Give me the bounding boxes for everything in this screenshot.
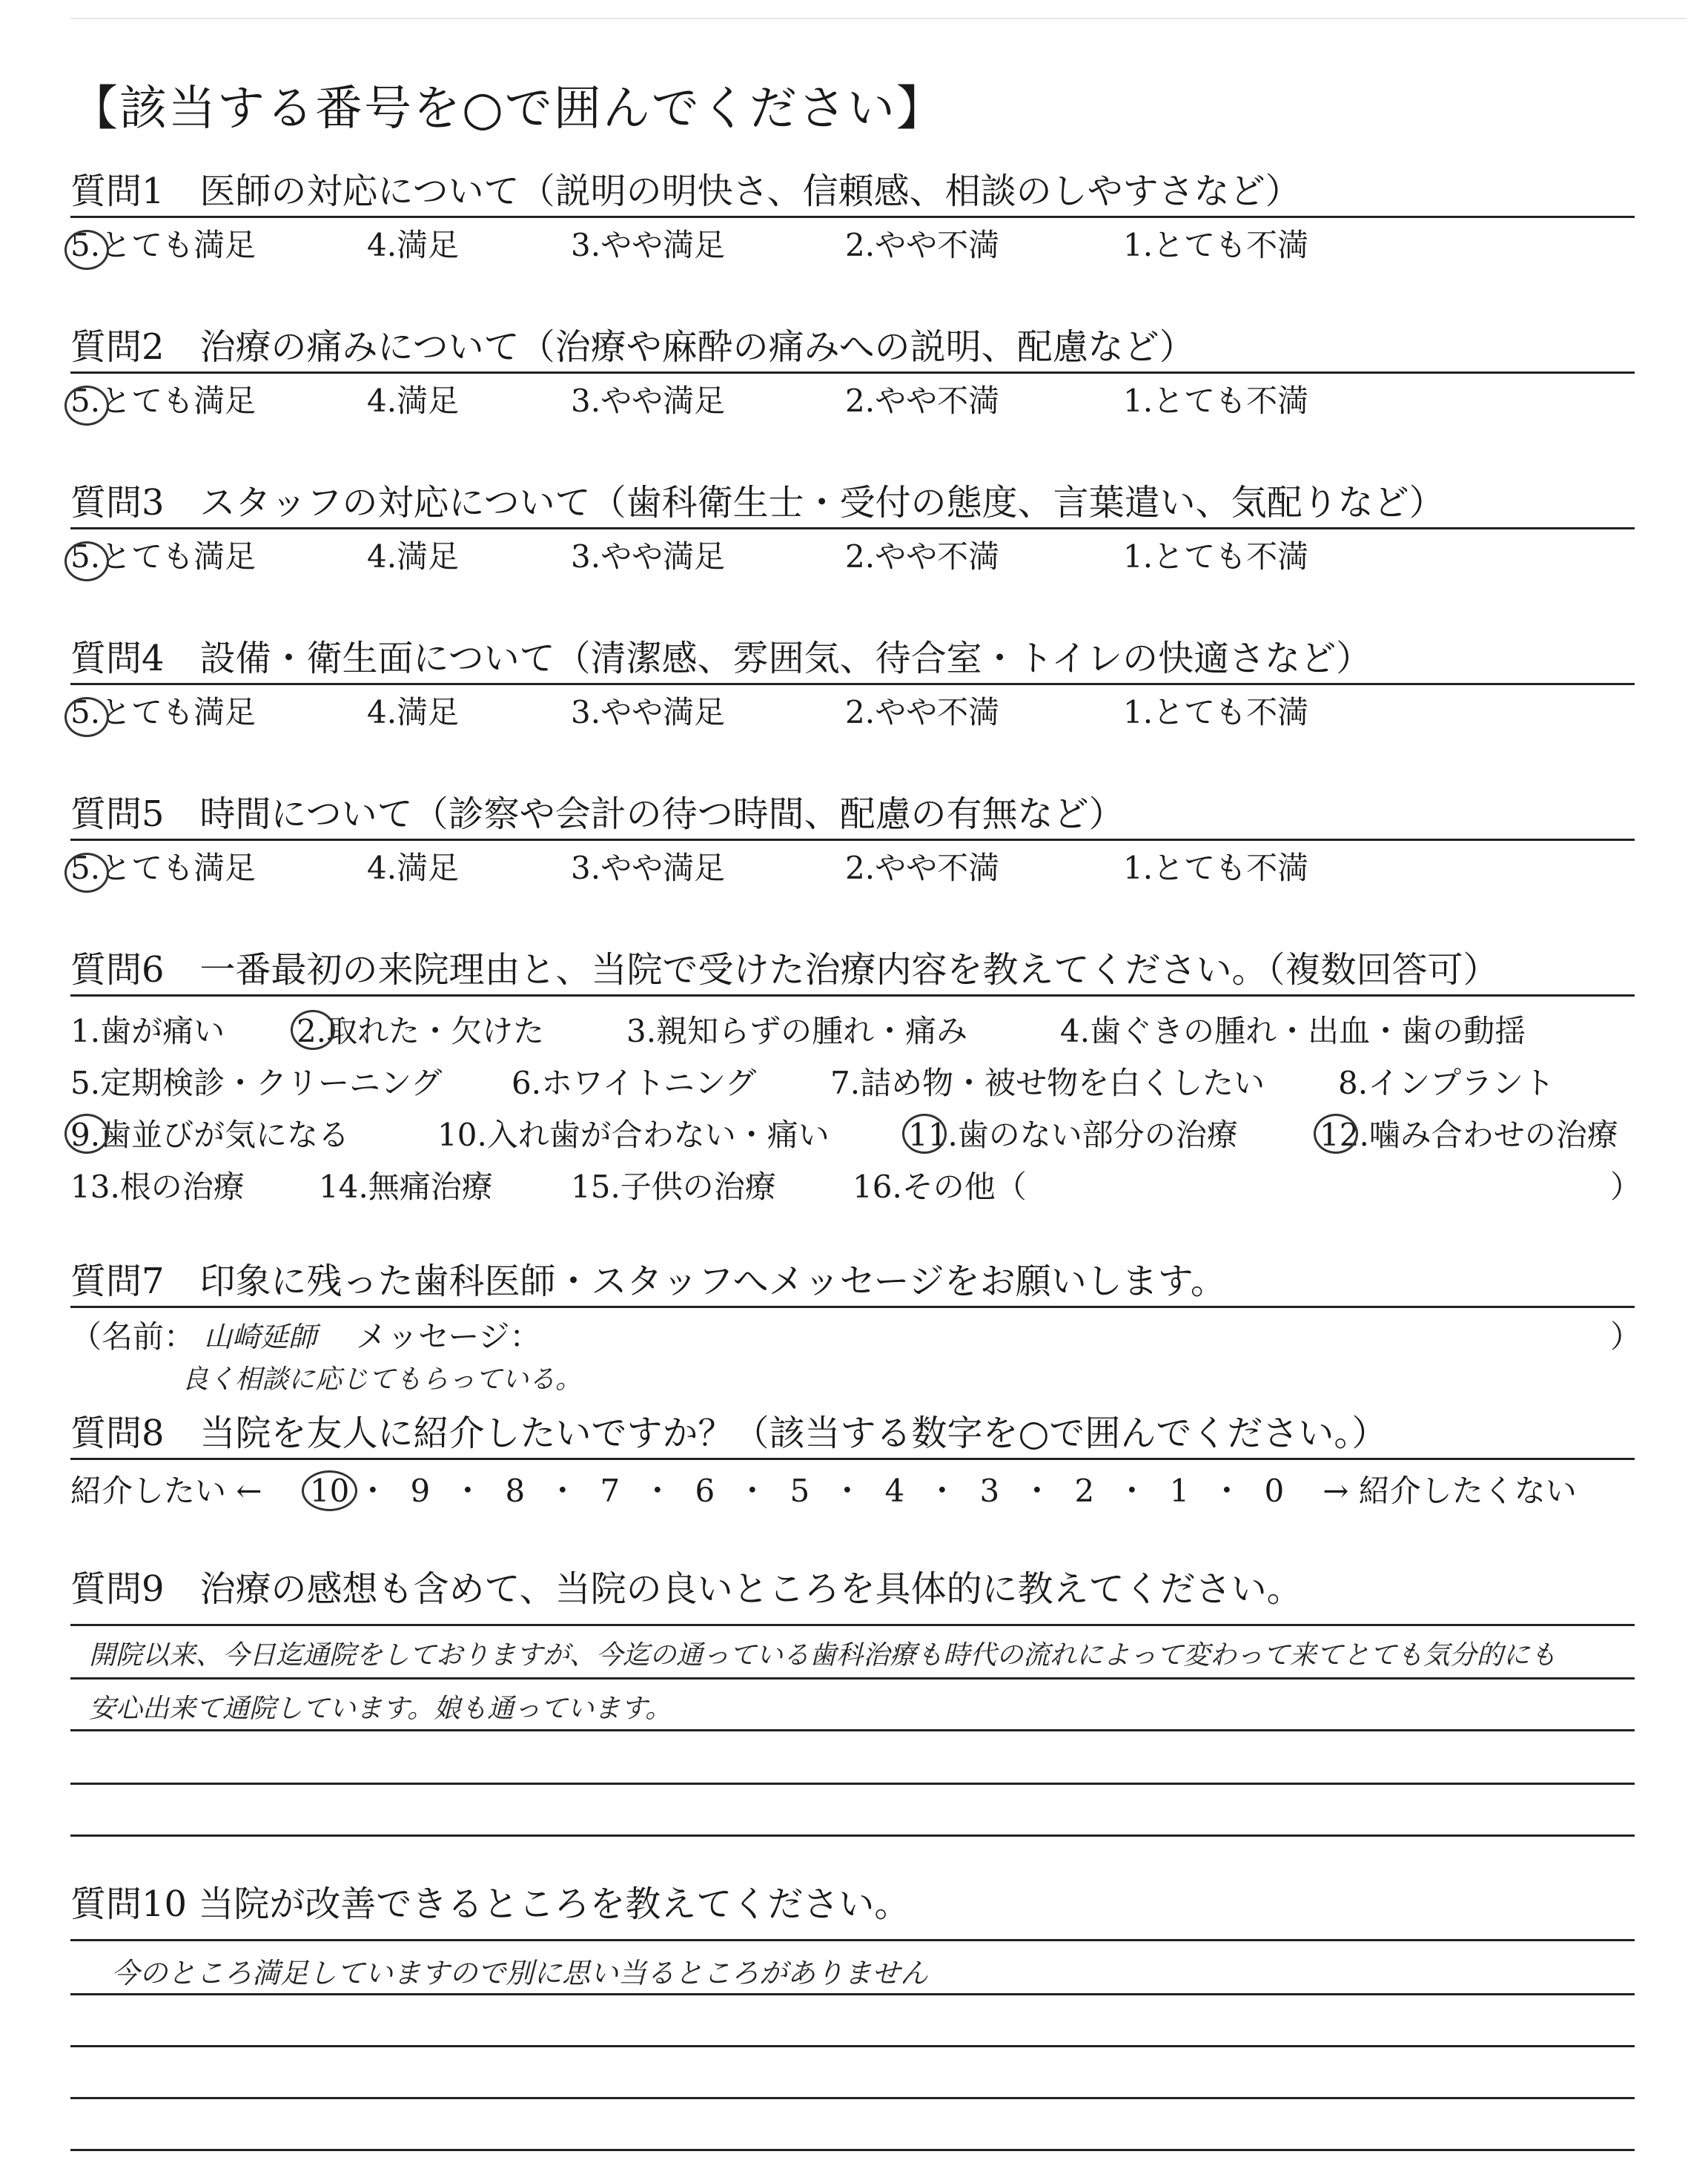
q7-close-paren: ） — [1610, 1318, 1642, 1355]
rating-number[interactable]: 1 — [1169, 1473, 1190, 1509]
question-3 — [70, 478, 1635, 574]
q6-option[interactable]: 1.歯が痛い — [70, 1013, 225, 1049]
scale-option[interactable]: 5.とても満足 — [70, 227, 256, 263]
form-header: 【該当する番号を○で囲んでください】 — [70, 82, 945, 136]
answer-line — [70, 1729, 1635, 1731]
separator-dot: ・ — [641, 1473, 673, 1509]
q6-option[interactable]: 3.親知らずの腫れ・痛み — [626, 1013, 968, 1049]
scale-options — [70, 841, 1635, 885]
answer-line — [70, 1834, 1635, 1837]
separator-dot: ・ — [1021, 1473, 1053, 1509]
scale-option[interactable]: 5.とても満足 — [70, 538, 256, 575]
rating-number[interactable]: 4 — [884, 1473, 905, 1509]
top-border — [70, 18, 1687, 19]
question-7 — [70, 1257, 1635, 1308]
q6-option[interactable]: 14.無痛治療 — [319, 1169, 493, 1205]
q6-option[interactable]: 15.子供の治療 — [571, 1169, 776, 1205]
scale-option[interactable]: 5.とても満足 — [70, 694, 256, 730]
q6-option[interactable]: 9.歯並びが気になる — [70, 1111, 349, 1155]
q6-option[interactable]: 6.ホワイトニング — [512, 1065, 757, 1101]
rating-number[interactable]: 10 — [302, 1470, 349, 1511]
scale-option[interactable]: 2.やや不満 — [845, 694, 1000, 730]
question-title: 質問10 当院が改善できるところを教えてください。 — [70, 1883, 910, 1925]
q6-option[interactable]: 10.入れ歯が合わない・痛い — [437, 1117, 830, 1153]
scale-option[interactable]: 3.やや満足 — [571, 383, 726, 419]
question-title: 質問6 一番最初の来院理由と、当院で受けた治療内容を教えてください。（複数回答可） — [70, 949, 1499, 991]
answer-line — [70, 1677, 1635, 1680]
question-8 — [70, 1409, 1635, 1460]
scale-option[interactable]: 5.とても満足 — [70, 383, 256, 419]
q8-left-label: 紹介したい ← — [70, 1473, 262, 1509]
q7-name-handwritten: 山崎延師 — [204, 1321, 317, 1353]
answer-line — [70, 2149, 1635, 2151]
rating-number[interactable]: 9 — [410, 1473, 431, 1509]
separator-dot: ・ — [926, 1473, 958, 1509]
question-2 — [70, 323, 1635, 418]
question-4 — [70, 634, 1635, 730]
rating-number[interactable]: 5 — [790, 1473, 810, 1509]
scale-option[interactable]: 1.とても不満 — [1123, 383, 1309, 419]
question-title: 質問9 治療の感想も含めて、当院の良いところを具体的に教えてください。 — [70, 1568, 1302, 1610]
separator-dot: ・ — [1116, 1473, 1148, 1509]
q6-option[interactable]: 5.定期検診・クリーニング — [70, 1065, 443, 1101]
q7-message-handwritten: 良く相談に応じてもらっている。 — [182, 1364, 583, 1395]
scale-option[interactable]: 3.やや満足 — [571, 538, 726, 575]
q10-answer: 今のところ満足していますので別に思い当るところがありません — [111, 1957, 929, 1989]
scale-option[interactable]: 5.とても満足 — [70, 850, 256, 886]
question-title: 質問4 設備・衛生面について（清潔感、雰囲気、待合室・トイレの快適さなど） — [70, 638, 1372, 679]
answer-line — [70, 1624, 1635, 1626]
rating-number[interactable]: 7 — [600, 1473, 620, 1509]
q8-right-label: → 紹介したくない — [1323, 1473, 1577, 1509]
scale-option[interactable]: 1.とても不満 — [1123, 850, 1309, 886]
separator-dot: ・ — [451, 1473, 483, 1509]
scale-option[interactable]: 1.とても不満 — [1123, 694, 1309, 730]
question-title: 質問1 医師の対応について（説明の明快さ、信頼感、相談のしやすさなど） — [70, 171, 1301, 212]
separator-dot: ・ — [831, 1473, 863, 1509]
scale-option[interactable]: 2.やや不満 — [845, 227, 1000, 263]
rating-number[interactable]: 2 — [1074, 1473, 1095, 1509]
q9-answer-line2: 安心出来て通院しています。娘も通っています。 — [89, 1694, 672, 1724]
q6-option[interactable]: 8.インプラント — [1338, 1065, 1555, 1101]
answer-line — [70, 2097, 1635, 2099]
scale-option[interactable]: 4.満足 — [367, 227, 460, 263]
q8-rating-row — [70, 1467, 1577, 1511]
scale-options — [70, 529, 1635, 574]
q6-option[interactable]: 16.その他（ — [853, 1169, 1027, 1205]
scale-option[interactable]: 2.やや不満 — [845, 850, 1000, 886]
answer-line — [70, 1783, 1635, 1785]
q7-name-label: （名前： — [70, 1318, 196, 1355]
q6-option[interactable]: 7.詰め物・被せ物を白くしたい — [830, 1065, 1265, 1101]
question-6 — [70, 945, 1635, 997]
q7-message-label: メッセージ： — [356, 1318, 541, 1355]
question-title: 質問7 印象に残った歯科医師・スタッフへメッセージをお願いします。 — [70, 1261, 1226, 1302]
question-title: 質問3 スタッフの対応について（歯科衛生士・受付の態度、言葉遣い、気配りなど） — [70, 482, 1445, 524]
q6-option[interactable]: 12.噛み合わせの治療 — [1320, 1111, 1618, 1155]
q6-option[interactable]: 13.根の治療 — [70, 1169, 245, 1205]
rating-number[interactable]: 0 — [1264, 1473, 1285, 1509]
q6-option[interactable]: 4.歯ぐきの腫れ・出血・歯の動揺 — [1060, 1013, 1526, 1049]
rating-number[interactable]: 8 — [505, 1473, 526, 1509]
scale-option[interactable]: 2.やや不満 — [845, 383, 1000, 419]
separator-dot: ・ — [546, 1473, 578, 1509]
scale-options — [70, 374, 1635, 418]
rating-number[interactable]: 6 — [695, 1473, 715, 1509]
question-10 — [70, 1880, 1635, 1929]
separator-dot: ・ — [357, 1473, 388, 1509]
rating-number[interactable]: 3 — [979, 1473, 1000, 1509]
question-rule — [70, 1306, 1635, 1308]
question-title: 質問2 治療の痛みについて（治療や麻酔の痛みへの説明、配慮など） — [70, 326, 1195, 368]
scale-option[interactable]: 3.やや満足 — [571, 694, 726, 730]
q6-option[interactable]: ） — [1610, 1169, 1642, 1205]
separator-dot: ・ — [1211, 1473, 1242, 1509]
question-rule — [70, 1458, 1635, 1460]
scale-option[interactable]: 3.やや満足 — [571, 850, 726, 886]
scale-options — [70, 218, 1635, 262]
scale-option[interactable]: 4.満足 — [367, 538, 460, 575]
scale-option[interactable]: 3.やや満足 — [571, 227, 726, 263]
scale-options — [70, 685, 1635, 730]
scale-option[interactable]: 4.満足 — [367, 850, 460, 886]
question-rule — [70, 994, 1635, 997]
scale-option[interactable]: 1.とても不満 — [1123, 538, 1309, 575]
question-9 — [70, 1565, 1635, 1614]
question-5 — [70, 790, 1635, 885]
separator-dot: ・ — [736, 1473, 768, 1509]
scale-option[interactable]: 1.とても不満 — [1123, 227, 1309, 263]
answer-line — [70, 1993, 1635, 1995]
scale-option[interactable]: 4.満足 — [367, 383, 460, 419]
q6-option[interactable]: 11.歯のない部分の治療 — [908, 1111, 1238, 1155]
q6-option[interactable]: 2.取れた・欠けた — [297, 1007, 544, 1051]
scale-option[interactable]: 2.やや不満 — [845, 538, 1000, 575]
answer-line — [70, 2045, 1635, 2047]
q9-answer-line1: 開院以来、今日迄通院をしておりますが、今迄の通っている歯科治療も時代の流れによって変わって来てとても気分的にも — [89, 1640, 1557, 1671]
question-1 — [70, 167, 1635, 262]
answer-line — [70, 1939, 1635, 1941]
question-title: 質問5 時間について（診察や会計の待つ時間、配慮の有無など） — [70, 793, 1125, 835]
scale-option[interactable]: 4.満足 — [367, 694, 460, 730]
question-title: 質問8 当院を友人に紹介したいですか？（該当する数字を○で囲んでください。） — [70, 1413, 1388, 1454]
